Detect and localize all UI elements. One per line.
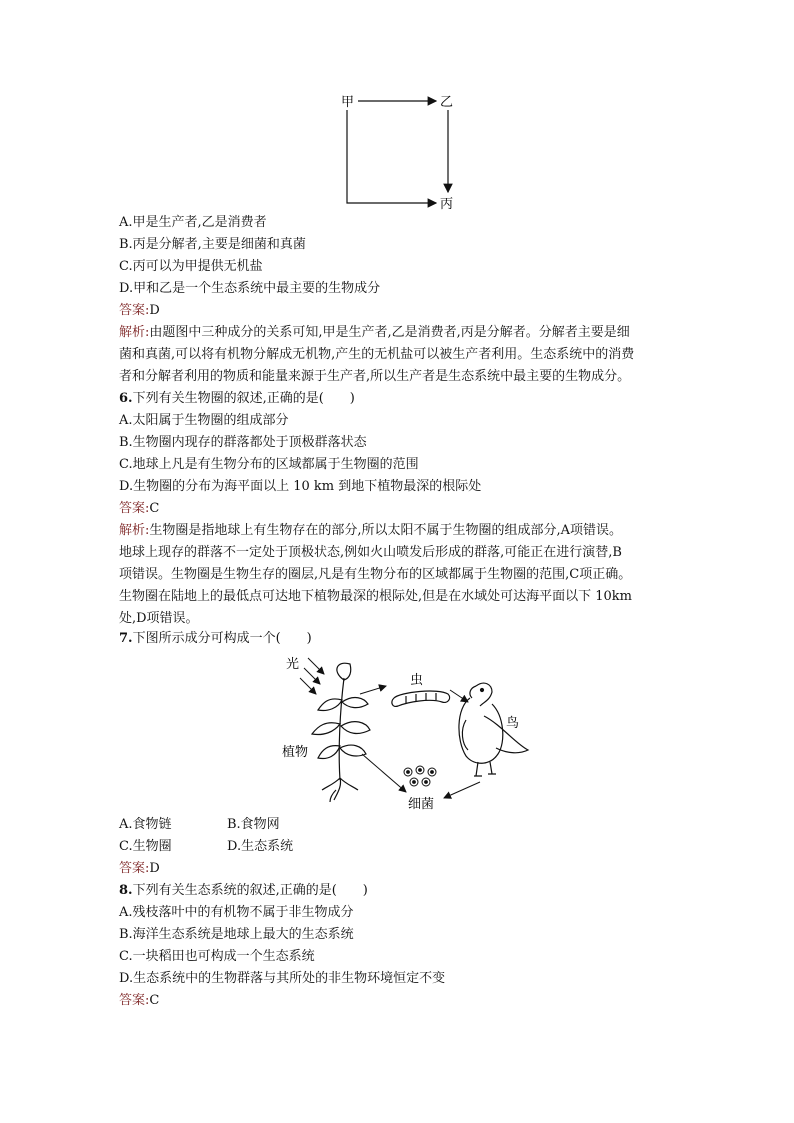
q5-option-b: B.丙是分解者,主要是细菌和真菌 [119, 237, 306, 252]
answer-label: 答案: [119, 993, 150, 1008]
light-rays-icon [300, 658, 324, 694]
answer-value: C [149, 501, 160, 516]
arrow-plant-to-bacteria [362, 754, 406, 792]
label-bird: 鸟 [506, 716, 520, 731]
label-light: 光 [286, 657, 300, 672]
question-number: 8. [119, 883, 133, 898]
q8-option-b: B.海洋生态系统是地球上最大的生态系统 [119, 927, 354, 942]
q6-analysis-line-4: 生物圈在陆地上的最低点可达地下植物最深的根际处,但是在水域处可达海平面以下 10km [119, 589, 633, 604]
q8-answer [119, 990, 159, 1012]
q5-analysis-line-2: 菌和真菌,可以将有机物分解成无机物,产生的无机盐可以被生产者利用。生态系统中的消费 [119, 347, 635, 362]
arrow-plant-to-insect [360, 686, 386, 694]
q6-answer [119, 498, 159, 520]
analysis-label: 解析: [119, 325, 150, 340]
q8-option-a: A.残枝落叶中的有机物不属于非生物成分 [119, 905, 354, 920]
q7-option-c: C.生物圈 [119, 839, 172, 854]
q6-option-a: A.太阳属于生物圈的组成部分 [119, 413, 289, 428]
q6-analysis-line-2: 地球上现存的群落不一定处于顶极状态,例如火山喷发后形成的群落,可能正在进行演替,B [119, 545, 622, 560]
label-plant: 植物 [282, 745, 309, 760]
q7-stem [119, 628, 312, 650]
q5-answer [119, 300, 160, 322]
q6-stem [119, 388, 355, 410]
question-number: 6. [119, 391, 133, 406]
answer-label: 答案: [119, 303, 150, 318]
q7-option-a: A.食物链 [119, 817, 172, 832]
answer-value: D [149, 303, 160, 318]
question-number: 7. [119, 631, 133, 646]
ecosystem-diagram [270, 650, 540, 815]
label-bing: 丙 [440, 197, 454, 212]
q6-option-d: D.生物圈的分布为海平面以上 10 km 到地下植物最深的根际处 [119, 479, 482, 494]
worm-icon [392, 691, 450, 706]
label-insect: 虫 [410, 673, 424, 688]
q6-option-b: B.生物圈内现存的群落都处于顶极群落状态 [119, 435, 367, 450]
label-jia: 甲 [341, 95, 355, 110]
label-yi: 乙 [440, 95, 454, 110]
q5-analysis-line-1 [119, 322, 630, 344]
q7-option-b: B.食物网 [227, 817, 280, 832]
q6-analysis-line-5: 处,D项错误。 [119, 611, 199, 626]
analysis-text: 生物圈是指地球上有生物存在的部分,所以太阳不属于生物圈的组成部分,A项错误。 [149, 523, 623, 538]
label-bacteria: 细菌 [408, 797, 435, 812]
analysis-label: 解析: [119, 523, 150, 538]
question-text: 下列有关生态系统的叙述,正确的是( ) [132, 883, 368, 898]
q5-analysis-line-3: 者和分解者利用的物质和能量来源于生产者,所以生产者是生态系统中最主要的生物成分。 [119, 369, 631, 384]
q7-option-d: D.生态系统 [227, 839, 294, 854]
q8-option-c: C.一块稻田也可构成一个生态系统 [119, 949, 315, 964]
q8-option-d: D.生态系统中的生物群落与其所处的非生物环境恒定不变 [119, 971, 446, 986]
q5-option-d: D.甲和乙是一个生态系统中最主要的生物成分 [119, 281, 381, 296]
q5-option-a: A.甲是生产者,乙是消费者 [119, 215, 267, 230]
arrow-insect-to-bird [450, 690, 468, 702]
q6-analysis-line-1 [119, 520, 622, 542]
plant-icon [312, 663, 370, 802]
arrow-jia-to-bing [347, 110, 436, 203]
answer-label: 答案: [119, 861, 150, 876]
q6-analysis-line-3: 项错误。生物圈是生物生存的圈层,凡是有生物分布的区域都属于生物圈的范围,C项正确。 [119, 567, 632, 582]
analysis-text: 由题图中三种成分的关系可知,甲是生产者,乙是消费者,丙是分解者。分解者主要是细 [149, 325, 630, 340]
answer-label: 答案: [119, 501, 150, 516]
answer-value: D [149, 861, 160, 876]
relationship-diagram [330, 88, 470, 214]
q8-stem [119, 880, 368, 902]
q7-answer [119, 858, 160, 880]
answer-value: C [149, 993, 160, 1008]
q6-option-c: C.地球上凡是有生物分布的区域都属于生物圈的范围 [119, 457, 419, 472]
bacteria-icon [404, 766, 436, 786]
question-text: 下列有关生物圈的叙述,正确的是( ) [132, 391, 355, 406]
arrow-bird-to-bacteria [444, 782, 480, 798]
question-text: 下图所示成分可构成一个( ) [132, 631, 312, 646]
q5-option-c: C.丙可以为甲提供无机盐 [119, 259, 263, 274]
